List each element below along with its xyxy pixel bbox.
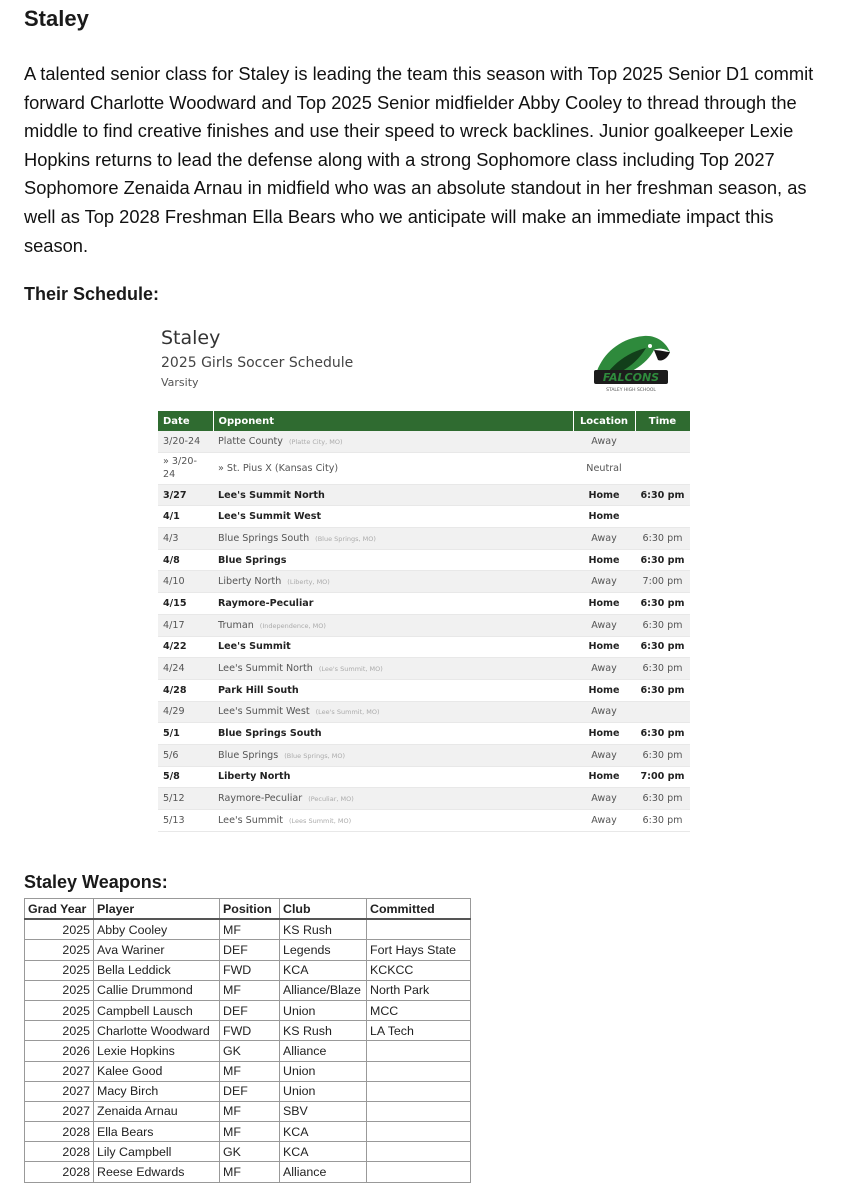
- schedule-opponent-cell: [213, 766, 573, 788]
- weapons-row: [25, 940, 471, 960]
- schedule-time: 7:00 pm: [635, 766, 690, 788]
- weapons-committed: [367, 1041, 471, 1061]
- schedule-opponent: Raymore-Peculiar: [218, 597, 314, 609]
- page-title: Staley: [24, 6, 89, 31]
- schedule-time: [635, 506, 690, 528]
- schedule-date: 5/12: [158, 788, 213, 810]
- weapons-committed: MCC: [367, 1000, 471, 1020]
- schedule-date: 4/10: [158, 571, 213, 593]
- weapons-club: KS Rush: [280, 919, 367, 940]
- schedule-opponent-cell: [213, 452, 573, 484]
- schedule-date: 4/29: [158, 701, 213, 723]
- schedule-school-name: Staley: [161, 327, 221, 349]
- falcon-beak-shape: [654, 350, 670, 361]
- schedule-location: Away: [573, 744, 635, 766]
- schedule-opponent: Lee's Summit North: [218, 489, 325, 501]
- weapons-grad-year: 2026: [25, 1041, 94, 1061]
- weapons-grad-year: 2028: [25, 1162, 94, 1182]
- schedule-location: Away: [573, 528, 635, 550]
- weapons-position: DEF: [220, 1081, 280, 1101]
- schedule-opponent-cell: [213, 614, 573, 636]
- weapons-row: [25, 1041, 471, 1061]
- schedule-row: [158, 452, 690, 484]
- weapons-club: Alliance: [280, 1041, 367, 1061]
- schedule-opponent-cell: [213, 810, 573, 832]
- schedule-opponent: Liberty North: [218, 771, 291, 783]
- weapons-club: KCA: [280, 1122, 367, 1142]
- weapons-row: [25, 1142, 471, 1162]
- schedule-venue: (Lees Summit, MO): [288, 816, 352, 825]
- weapons-header-row: [25, 899, 471, 920]
- weapons-club: KS Rush: [280, 1021, 367, 1041]
- weapons-player: Kalee Good: [94, 1061, 220, 1081]
- schedule-row: [158, 744, 690, 766]
- schedule-date: 3/20-24: [158, 431, 213, 452]
- schedule-opponent: Truman: [218, 619, 254, 631]
- schedule-date: » 3/20-24: [158, 452, 213, 484]
- weapons-player: Abby Cooley: [94, 919, 220, 940]
- schedule-row: [158, 636, 690, 658]
- weapons-committed: LA Tech: [367, 1021, 471, 1041]
- schedule-opponent: Lee's Summit: [218, 641, 291, 653]
- weapons-grad-year: 2025: [25, 980, 94, 1000]
- weapons-col-player: Player: [94, 899, 220, 920]
- weapons-grad-year: 2028: [25, 1142, 94, 1162]
- schedule-date: 4/24: [158, 658, 213, 680]
- schedule-header-row: [158, 411, 690, 431]
- schedule-subtitle: 2025 Girls Soccer Schedule: [161, 355, 354, 371]
- schedule-row: [158, 766, 690, 788]
- weapons-position: MF: [220, 1101, 280, 1121]
- schedule-time: [635, 701, 690, 723]
- weapons-position: DEF: [220, 1000, 280, 1020]
- schedule-time: 6:30 pm: [635, 528, 690, 550]
- schedule-col-opponent: Opponent: [213, 411, 573, 431]
- schedule-location: Home: [573, 636, 635, 658]
- schedule-date: 4/22: [158, 636, 213, 658]
- weapons-grad-year: 2027: [25, 1101, 94, 1121]
- schedule-row: [158, 658, 690, 680]
- schedule-time: 6:30 pm: [635, 788, 690, 810]
- intro-paragraph: A talented senior class for Staley is leading the team this season with Top 2025 Senior D1 commit forward Charlotte Woodward and Top 2025 Senior midfielder Abby Cooley to thread through the middle to find creative finishes and use their speed to wreck backlines. Junior goalkeeper Lexie Hopkins returns to lead the defense along with a strong Sophomore class including Top 2027 Sophomore Zenaida Arnau in midfield who was an absolute standout in her freshman season, as well as Top 2028 Freshman Ella Bears who we anticipate will make an immediate impact this season.: [24, 63, 814, 256]
- schedule-time: 6:30 pm: [635, 484, 690, 506]
- weapons-row: [25, 919, 471, 940]
- weapons-grad-year: 2025: [25, 1021, 94, 1041]
- schedule-location: Away: [573, 431, 635, 452]
- weapons-committed: [367, 1142, 471, 1162]
- weapons-row: [25, 960, 471, 980]
- weapons-player: Campbell Lausch: [94, 1000, 220, 1020]
- schedule-row: [158, 810, 690, 832]
- schedule-opponent-cell: [213, 431, 573, 452]
- weapons-committed: KCKCC: [367, 960, 471, 980]
- weapons-table: [24, 898, 471, 1183]
- schedule-date: 5/13: [158, 810, 213, 832]
- schedule-table: [158, 411, 691, 832]
- schedule-opponent: Park Hill South: [218, 684, 299, 696]
- schedule-location: Home: [573, 723, 635, 745]
- schedule-time: 6:30 pm: [635, 658, 690, 680]
- weapons-club: SBV: [280, 1101, 367, 1121]
- schedule-venue: (Liberty, MO): [287, 578, 330, 587]
- schedule-location: Home: [573, 484, 635, 506]
- weapons-player: Reese Edwards: [94, 1162, 220, 1182]
- schedule-date: 5/8: [158, 766, 213, 788]
- schedule-location: Away: [573, 810, 635, 832]
- weapons-player: Macy Birch: [94, 1081, 220, 1101]
- schedule-row: [158, 593, 690, 615]
- schedule-opponent-cell: [213, 679, 573, 701]
- weapons-club: Legends: [280, 940, 367, 960]
- schedule-image: [158, 320, 692, 826]
- weapons-grad-year: 2028: [25, 1122, 94, 1142]
- weapons-col-grad-year: Grad Year: [25, 899, 94, 920]
- weapons-position: MF: [220, 919, 280, 940]
- schedule-time: 6:30 pm: [635, 810, 690, 832]
- schedule-location: Home: [573, 679, 635, 701]
- weapons-position: MF: [220, 1122, 280, 1142]
- schedule-opponent: Lee's Summit North: [218, 663, 313, 675]
- schedule-opponent-cell: [213, 701, 573, 723]
- schedule-location: Away: [573, 571, 635, 593]
- weapons-col-committed: Committed: [367, 899, 471, 920]
- schedule-date: 4/8: [158, 549, 213, 571]
- schedule-col-time: Time: [635, 411, 690, 431]
- weapons-committed: [367, 1081, 471, 1101]
- weapons-row: [25, 1162, 471, 1182]
- schedule-time: 6:30 pm: [635, 593, 690, 615]
- schedule-location: Home: [573, 506, 635, 528]
- schedule-row: [158, 614, 690, 636]
- weapons-row: [25, 1021, 471, 1041]
- weapons-position: DEF: [220, 940, 280, 960]
- weapons-committed: [367, 1162, 471, 1182]
- schedule-row: [158, 723, 690, 745]
- schedule-location: Away: [573, 788, 635, 810]
- falcon-eye: [648, 344, 652, 348]
- schedule-location: Home: [573, 593, 635, 615]
- schedule-location: Away: [573, 658, 635, 680]
- weapons-col-position: Position: [220, 899, 280, 920]
- schedule-location: Home: [573, 766, 635, 788]
- schedule-date: 4/28: [158, 679, 213, 701]
- schedule-opponent: Lee's Summit West: [218, 706, 310, 718]
- schedule-opponent: Blue Springs: [218, 554, 287, 566]
- schedule-row: [158, 506, 690, 528]
- schedule-heading: Their Schedule:: [24, 284, 160, 304]
- schedule-opponent-cell: [213, 528, 573, 550]
- schedule-time: 6:30 pm: [635, 723, 690, 745]
- weapons-row: [25, 1000, 471, 1020]
- weapons-club: Union: [280, 1081, 367, 1101]
- schedule-col-date: Date: [158, 411, 213, 431]
- logo-wordmark: FALCONS: [602, 371, 660, 384]
- schedule-opponent: Lee's Summit: [218, 814, 283, 826]
- logo-subtext: STALEY HIGH SCHOOL: [606, 388, 656, 393]
- schedule-location: Neutral: [573, 452, 635, 484]
- schedule-opponent-cell: [213, 788, 573, 810]
- weapons-row: [25, 1101, 471, 1121]
- weapons-position: MF: [220, 980, 280, 1000]
- schedule-location: Home: [573, 549, 635, 571]
- weapons-position: GK: [220, 1041, 280, 1061]
- weapons-player: Zenaida Arnau: [94, 1101, 220, 1121]
- schedule-row: [158, 701, 690, 723]
- schedule-time: 7:00 pm: [635, 571, 690, 593]
- schedule-row: [158, 528, 690, 550]
- schedule-time: 6:30 pm: [635, 549, 690, 571]
- weapons-club: Union: [280, 1000, 367, 1020]
- schedule-row: [158, 484, 690, 506]
- weapons-grad-year: 2025: [25, 940, 94, 960]
- weapons-player: Callie Drummond: [94, 980, 220, 1000]
- schedule-opponent: Raymore-Peculiar: [218, 793, 303, 805]
- weapons-grad-year: 2027: [25, 1081, 94, 1101]
- schedule-row: [158, 571, 690, 593]
- schedule-venue: (Blue Springs, MO): [284, 751, 345, 760]
- weapons-committed: [367, 1122, 471, 1142]
- weapons-grad-year: 2027: [25, 1061, 94, 1081]
- schedule-col-location: Location: [573, 411, 635, 431]
- weapons-committed: North Park: [367, 980, 471, 1000]
- schedule-date: 5/1: [158, 723, 213, 745]
- weapons-position: GK: [220, 1142, 280, 1162]
- weapons-player: Charlotte Woodward: [94, 1021, 220, 1041]
- schedule-venue: (Blue Springs, MO): [315, 534, 376, 543]
- schedule-time: [635, 452, 690, 484]
- weapons-player: Ella Bears: [94, 1122, 220, 1142]
- schedule-date: 4/15: [158, 593, 213, 615]
- schedule-opponent-cell: [213, 658, 573, 680]
- schedule-location: Away: [573, 614, 635, 636]
- weapons-row: [25, 1081, 471, 1101]
- weapons-club: Alliance/Blaze: [280, 980, 367, 1000]
- schedule-venue: (Lee's Summit, MO): [318, 665, 383, 674]
- schedule-date: 5/6: [158, 744, 213, 766]
- schedule-opponent-cell: [213, 484, 573, 506]
- weapons-player: Ava Wariner: [94, 940, 220, 960]
- schedule-time: 6:30 pm: [635, 636, 690, 658]
- weapons-player: Lexie Hopkins: [94, 1041, 220, 1061]
- weapons-row: [25, 980, 471, 1000]
- schedule-venue: (Peculiar, MO): [308, 795, 354, 804]
- schedule-row: [158, 679, 690, 701]
- weapons-col-club: Club: [280, 899, 367, 920]
- weapons-club: KCA: [280, 960, 367, 980]
- schedule-row: [158, 549, 690, 571]
- schedule-opponent-cell: [213, 636, 573, 658]
- weapons-committed: Fort Hays State: [367, 940, 471, 960]
- weapons-position: MF: [220, 1061, 280, 1081]
- schedule-date: 4/3: [158, 528, 213, 550]
- schedule-time: 6:30 pm: [635, 679, 690, 701]
- schedule-opponent: Blue Springs South: [218, 532, 310, 544]
- falcons-logo: [590, 330, 672, 396]
- schedule-level: Varsity: [161, 376, 199, 389]
- schedule-opponent: Platte County: [218, 435, 283, 447]
- schedule-time: 6:30 pm: [635, 614, 690, 636]
- weapons-club: KCA: [280, 1142, 367, 1162]
- weapons-grad-year: 2025: [25, 919, 94, 940]
- schedule-row: [158, 431, 690, 452]
- weapons-committed: [367, 919, 471, 940]
- schedule-date: 4/17: [158, 614, 213, 636]
- weapons-player: Bella Leddick: [94, 960, 220, 980]
- weapons-club: Alliance: [280, 1162, 367, 1182]
- schedule-rows: [158, 431, 690, 831]
- weapons-rows: [25, 919, 471, 1182]
- weapons-club: Union: [280, 1061, 367, 1081]
- schedule-opponent-cell: [213, 723, 573, 745]
- weapons-grad-year: 2025: [25, 960, 94, 980]
- weapons-grad-year: 2025: [25, 1000, 94, 1020]
- weapons-position: MF: [220, 1162, 280, 1182]
- schedule-time: [635, 431, 690, 452]
- schedule-opponent: » St. Pius X (Kansas City): [218, 462, 339, 474]
- schedule-time: 6:30 pm: [635, 744, 690, 766]
- weapons-row: [25, 1122, 471, 1142]
- weapons-position: FWD: [220, 960, 280, 980]
- schedule-venue: (Lee's Summit, MO): [315, 708, 380, 717]
- weapons-row: [25, 1061, 471, 1081]
- schedule-opponent-cell: [213, 549, 573, 571]
- weapons-player: Lily Campbell: [94, 1142, 220, 1162]
- schedule-opponent-cell: [213, 571, 573, 593]
- weapons-heading: Staley Weapons:: [24, 872, 168, 892]
- schedule-date: 3/27: [158, 484, 213, 506]
- schedule-date: 4/1: [158, 506, 213, 528]
- weapons-committed: [367, 1061, 471, 1081]
- schedule-opponent-cell: [213, 744, 573, 766]
- schedule-opponent: Lee's Summit West: [218, 511, 322, 523]
- schedule-location: Away: [573, 701, 635, 723]
- schedule-opponent-cell: [213, 593, 573, 615]
- schedule-opponent: Blue Springs: [218, 749, 279, 761]
- schedule-venue: (Independence, MO): [259, 621, 326, 630]
- schedule-opponent-cell: [213, 506, 573, 528]
- weapons-committed: [367, 1101, 471, 1121]
- schedule-opponent: Blue Springs South: [218, 728, 322, 740]
- weapons-position: FWD: [220, 1021, 280, 1041]
- schedule-opponent: Liberty North: [218, 576, 282, 588]
- schedule-row: [158, 788, 690, 810]
- schedule-venue: (Platte City, MO): [288, 437, 343, 446]
